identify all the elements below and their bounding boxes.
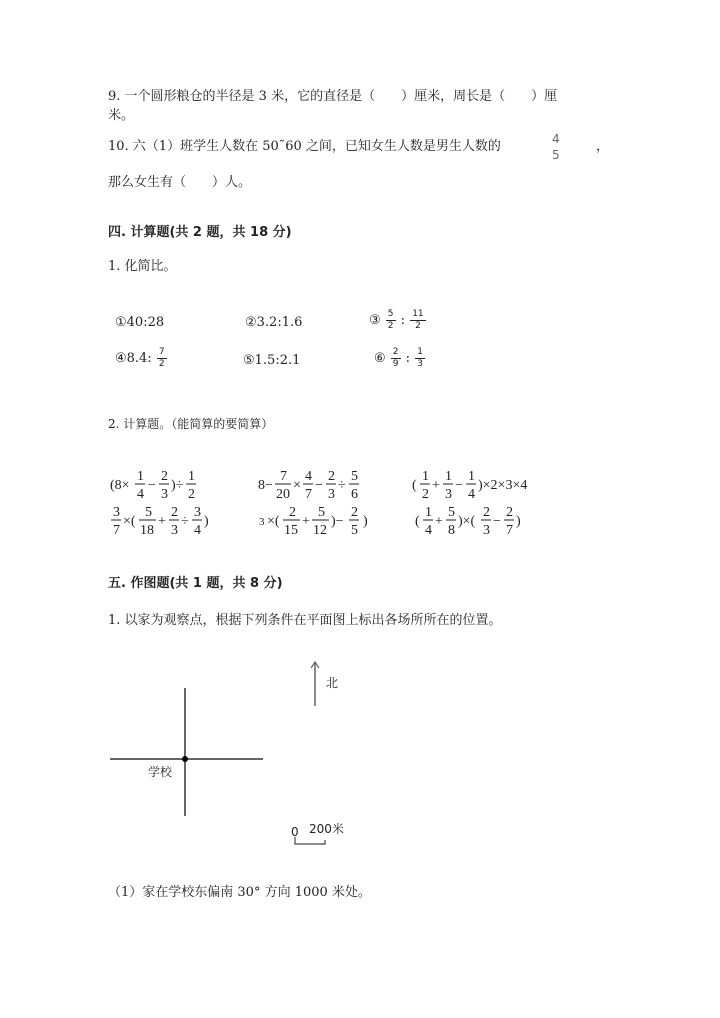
school-point — [182, 756, 188, 762]
svg-text:4: 4 — [305, 469, 312, 484]
svg-text:3: 3 — [194, 505, 201, 520]
section-5-title: 五. 作图题(共 1 题，共 8 分) — [108, 576, 283, 591]
svg-text:1: 1 — [468, 469, 475, 484]
svg-text:2: 2 — [506, 505, 513, 520]
svg-text:)×(: )×( — [458, 514, 476, 529]
ratio-item-4 — [115, 348, 168, 369]
svg-text:3: 3 — [445, 487, 452, 502]
svg-text:8: 8 — [448, 523, 455, 538]
svg-text:×(: ×( — [267, 514, 280, 529]
denominator: 2 — [158, 359, 165, 369]
expression-4 — [111, 505, 209, 538]
question-4-1-title: 1. 化简比。 — [108, 259, 177, 274]
expression-1 — [110, 469, 196, 502]
svg-text:15: 15 — [284, 523, 298, 538]
ratio-item-2: ②3.2:1.6 — [245, 315, 303, 330]
svg-text:4: 4 — [468, 487, 475, 502]
numerator: 5 — [387, 309, 394, 319]
expression-3 — [412, 469, 527, 502]
numerator: 11 — [412, 309, 424, 319]
question-10-comma: ， — [596, 139, 610, 154]
svg-text:(: ( — [412, 478, 417, 493]
svg-text:6: 6 — [351, 487, 358, 502]
separator: : — [405, 351, 411, 366]
numerator: 2 — [392, 347, 399, 357]
svg-text:4: 4 — [194, 523, 201, 538]
svg-text:3: 3 — [171, 523, 178, 538]
item-label: ④8.4: — [115, 351, 152, 366]
school-label: 学校 — [148, 765, 173, 779]
question-5-1-title: 1. 以家为观察点，根据下列条件在平面图上标出各场所所在的位置。 — [108, 613, 502, 628]
svg-text:1: 1 — [445, 469, 452, 484]
ratio-item-3 — [369, 310, 427, 331]
ratio-item-1: ①40:28 — [115, 315, 165, 330]
fraction-denominator: 5 — [552, 148, 560, 162]
svg-text:2: 2 — [422, 487, 429, 502]
svg-text:3: 3 — [161, 487, 168, 502]
svg-text:2: 2 — [328, 469, 335, 484]
ratio-item-5: ⑤1.5:2.1 — [243, 353, 301, 368]
expression-5 — [259, 505, 368, 538]
question-9-line1: 9. 一个圆形粮仓的半径是 3 米，它的直径是（ ）厘米，周长是（ ）厘 — [108, 89, 558, 104]
svg-text:)×2×3×4: )×2×3×4 — [478, 478, 528, 493]
svg-text:2: 2 — [483, 505, 490, 520]
question-9-line2: 米。 — [108, 108, 135, 123]
svg-text:2: 2 — [161, 469, 168, 484]
svg-text:7: 7 — [506, 523, 513, 538]
svg-text:3: 3 — [113, 505, 120, 520]
svg-text:−: − — [148, 478, 156, 493]
svg-text:2: 2 — [188, 487, 195, 502]
question-10-line2: 那么女生有（ ）人。 — [108, 175, 252, 190]
expression-6 — [415, 505, 521, 538]
svg-text:): ) — [204, 514, 209, 529]
svg-text:4: 4 — [137, 487, 144, 502]
svg-text:5: 5 — [448, 505, 455, 520]
svg-text:3: 3 — [483, 523, 490, 538]
svg-text:5: 5 — [145, 505, 152, 520]
question-4-2-title: 2. 计算题。（能简算的要简算） — [108, 417, 274, 431]
svg-text:8−: 8− — [258, 478, 273, 493]
denominator: 2 — [387, 321, 394, 331]
question-10-fraction — [551, 133, 561, 161]
svg-text:20: 20 — [276, 487, 290, 502]
svg-text:−: − — [315, 478, 323, 493]
svg-text:): ) — [363, 514, 368, 529]
svg-text:): ) — [516, 514, 521, 529]
svg-text:2: 2 — [289, 505, 296, 520]
svg-text:2: 2 — [351, 505, 358, 520]
section-4-title: 四. 计算题(共 2 题，共 18 分) — [108, 225, 292, 240]
fraction-numerator: 4 — [552, 132, 560, 146]
svg-text:5: 5 — [351, 469, 358, 484]
svg-text:(8×: (8× — [110, 478, 130, 493]
north-south-axis — [184, 688, 186, 816]
svg-text:18: 18 — [140, 523, 154, 538]
svg-text:)−: )− — [331, 514, 344, 529]
denominator: 9 — [392, 359, 399, 369]
svg-text:×: × — [293, 478, 301, 493]
svg-text:2: 2 — [171, 505, 178, 520]
denominator: 2 — [415, 321, 421, 331]
calculation-expressions — [105, 465, 565, 545]
svg-text:+: + — [302, 514, 310, 529]
question-5-1-sub1: （1）家在学校东偏南 30° 方向 1000 米处。 — [108, 885, 371, 900]
ratio-item-6 — [374, 348, 426, 369]
svg-text:1: 1 — [422, 469, 429, 484]
question-10-line1: 10. 六（1）班学生人数在 50˜60 之间，已知女生人数是男生人数的 — [108, 139, 501, 154]
svg-text:÷: ÷ — [181, 514, 189, 529]
svg-text:(: ( — [415, 514, 420, 529]
svg-text:4: 4 — [425, 523, 432, 538]
separator: : — [400, 313, 406, 328]
svg-text:)÷: )÷ — [171, 478, 184, 493]
svg-text:×(: ×( — [123, 514, 136, 529]
svg-text:3: 3 — [328, 487, 335, 502]
svg-text:7: 7 — [113, 523, 120, 538]
svg-text:+: + — [158, 514, 166, 529]
svg-text:7: 7 — [305, 487, 312, 502]
item-mark: ③ — [369, 313, 381, 328]
north-arrow-icon — [308, 660, 322, 708]
numerator: 1 — [417, 347, 423, 357]
svg-text:+: + — [432, 478, 440, 493]
svg-text:7: 7 — [280, 469, 287, 484]
svg-text:12: 12 — [313, 523, 327, 538]
svg-text:5: 5 — [351, 523, 358, 538]
svg-text:3: 3 — [259, 516, 265, 528]
svg-text:+: + — [435, 514, 443, 529]
scale-bar — [293, 836, 329, 846]
svg-text:1: 1 — [188, 469, 195, 484]
expression-2 — [258, 469, 359, 502]
svg-text:1: 1 — [137, 469, 144, 484]
denominator: 3 — [417, 359, 423, 369]
north-label: 北 — [326, 676, 339, 690]
svg-text:1: 1 — [425, 505, 432, 520]
svg-text:−: − — [493, 514, 501, 529]
item-mark: ⑥ — [374, 351, 386, 366]
svg-text:÷: ÷ — [338, 478, 346, 493]
svg-text:−: − — [455, 478, 463, 493]
scale-label: 200米 — [309, 822, 344, 836]
scale-zero: 0 — [291, 825, 299, 839]
numerator: 7 — [158, 347, 165, 357]
svg-text:5: 5 — [318, 505, 325, 520]
